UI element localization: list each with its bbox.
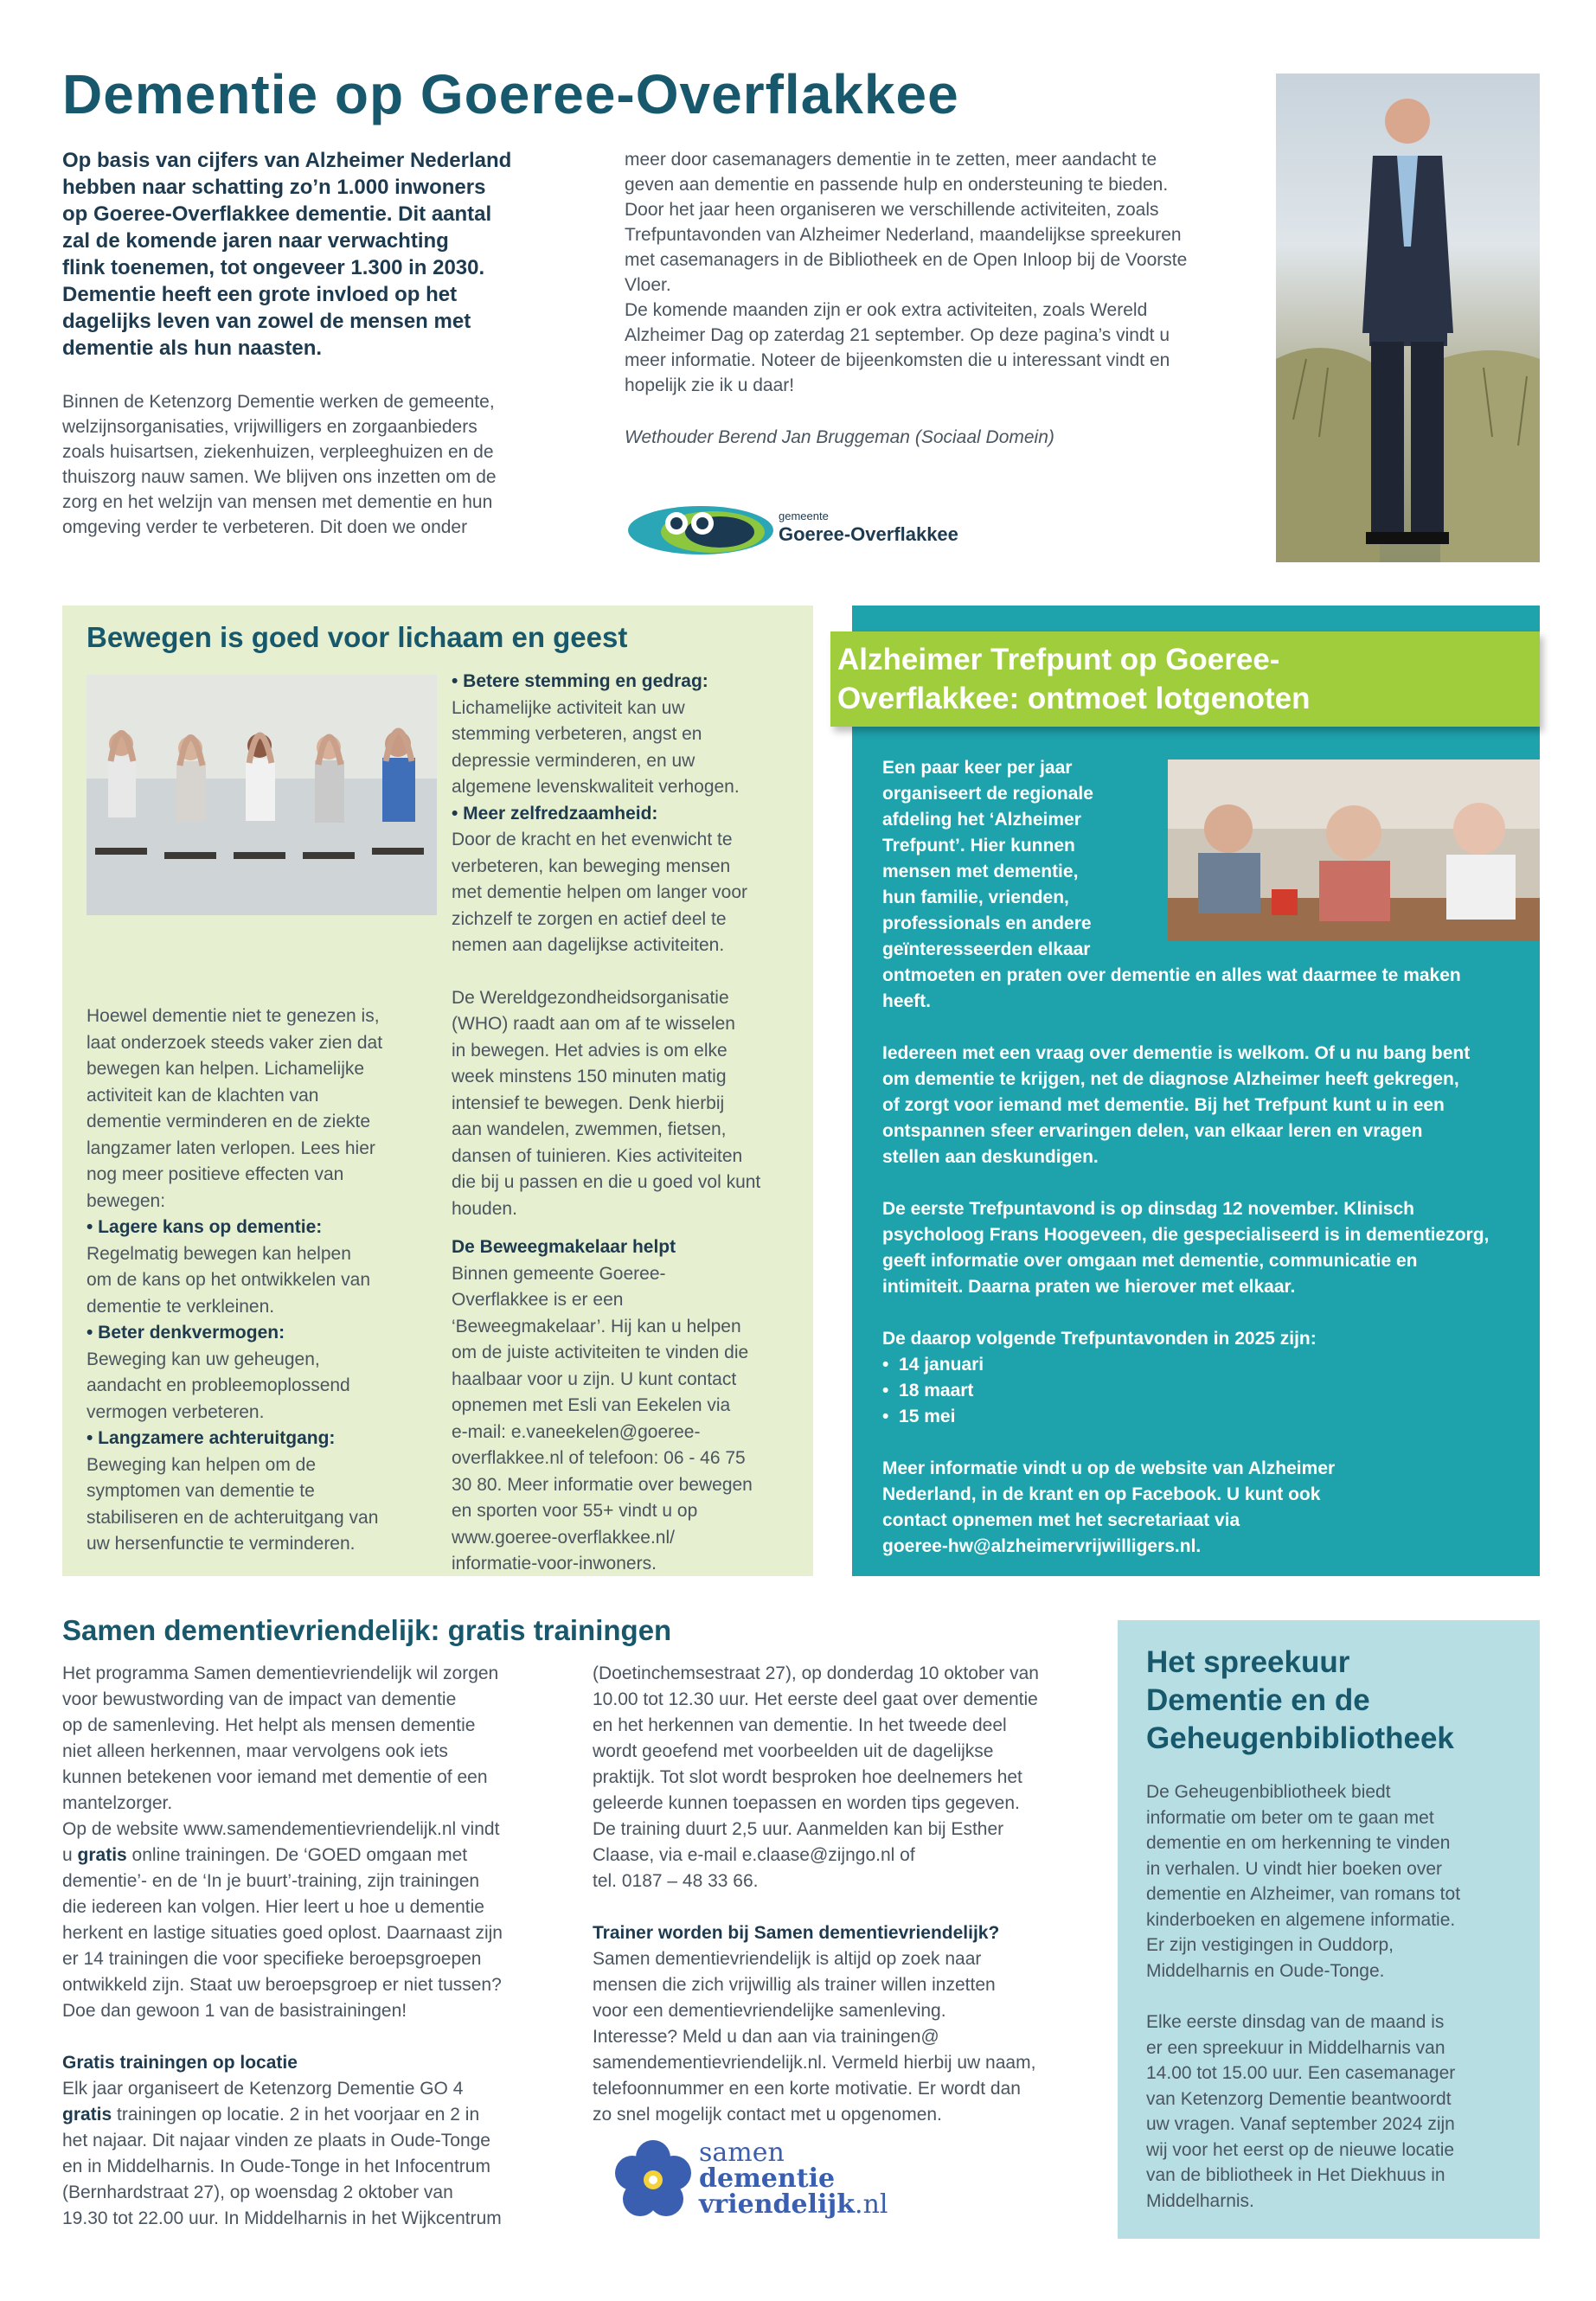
date-item: • 15 mei <box>882 1407 956 1426</box>
logo-line-1: samen <box>699 2138 785 2168</box>
spreekuur-para: Elke eerste dinsdag van de maand is er een spreekuur in Middelharnis van 14.00 tot 15.00 uur. Een casemanager van Ketenzorg Dementie beantwoordt uw vragen. Vanaf september 2024 zijn wij voor het eerst op de nieuwe locatie van de bibliotheek in Het Diekhuus in Middelharnis. <box>1146 2012 1456 2211</box>
gemeente-logo <box>623 497 986 558</box>
bewegen-title: Bewegen is goed voor lichaam en geest <box>87 621 628 653</box>
locatie-text: Elk jaar organiseert de Ketenzorg Dementie GO 4 gratis trainingen op locatie. 2 in het voorjaar en 2 in het najaar. Dit najaar vinden ze plaats in Oude-Tonge en in Middelharnis. In Oude-Tonge in het Infocentrum (Bernhardstraat 27), op woensdag 2 oktober van 19.30 tot 22.00 uur. In Middelharnis in het Wijkcentrum <box>62 2079 502 2228</box>
logo-small-text: gemeente <box>779 510 829 522</box>
samen-dementievriendelijk-logo <box>610 2132 904 2227</box>
samen-column-right <box>593 1661 1103 2128</box>
date-item: • 18 maart <box>882 1381 974 1400</box>
logo-line-3: vriendelijk.nl <box>699 2189 888 2220</box>
signature: Wethouder Berend Jan Bruggeman (Sociaal Domein) <box>625 427 1054 447</box>
trefpunt-para: Een paar keer per jaar organiseert de regionale afdeling het ‘Alzheimer Trefpunt’. Hier kunnen mensen met dementie, hun familie, vrienden, professionals en andere geïnteresseerden elkaar <box>882 758 1093 959</box>
spreekuur-title: Het spreekuur Dementie en de Geheugenbibliotheek <box>1146 1645 1454 1755</box>
trefpunt-body <box>882 755 1522 1560</box>
spreekuur-para: De Geheugenbibliotheek biedt informatie om beter om te gaan met dementie en om herkenning te vinden in verhalen. U vindt hier boeken over dementie en Alzheimer, van romans tot kinderboeken en algemene informatie. Er zijn vestigingen in Ouddorp, Middelharnis en Oude-Tonge. <box>1146 1782 1461 1981</box>
locatie-heading: Gratis trainingen op locatie <box>62 2053 298 2073</box>
benefit-text: Beweging kan uw geheugen, aandacht en probleemoplossend vermogen verbeteren. <box>87 1349 350 1422</box>
trefpunt-para: De eerste Trefpuntavond is op dinsdag 12 november. Klinisch psycholoog Frans Hoogeveen, die gespecialiseerd is in dementiezorg, geeft informatie over omgaan met dementie, communicatie en intimiteit. Daarna praten we hierover met elkaar. <box>882 1199 1490 1297</box>
trefpunt-para: Meer informatie vindt u op de website van Alzheimer Nederland, in de krant en op Facebook. U kunt ook contact opnemen met het secretariaat via goeree-hw@alzheimervrijwilligers.nl. <box>882 1458 1336 1556</box>
trefpunt-para: ontmoeten en praten over dementie en alles wat daarmee te maken heeft. <box>882 965 1461 1011</box>
trefpunt-para: Iedereen met een vraag over dementie is welkom. Of u nu bang bent om dementie te krijgen, net de diagnose Alzheimer heeft gekregen, of zorgt voor iemand met dementie. Bij het Trefpunt kunt u in een ontspannen sfeer ervaringen delen, van elkaar leren en vragen stellen aan deskundigen. <box>882 1043 1471 1167</box>
intro-lead: Op basis van cijfers van Alzheimer Nederland hebben naar schatting zo’n 1.000 inwoners op Goeree-Overflakkee dementie. Dit aantal zal de komende jaren naar verwachting flink toenemen, tot ongeveer 1.300 in 2030. Dementie heeft een grote invloed op het dagelijks leven van zowel de mensen met dementie als hun naasten. <box>62 149 512 360</box>
samen-column-left <box>62 1661 581 2232</box>
benefit-heading: • Betere stemming en gedrag: <box>452 671 708 691</box>
samen-para: (Doetinchemsestraat 27), op donderdag 10 oktober van 10.00 tot 12.30 uur. Het eerste deel gaat over dementie en het herkennen van dementie. In het tweede deel wordt geoefend met voorbeelden uit de dagelijkse praktijk. Tot slot wordt besproken hoe deelnemers het geleerde kunnen toepassen en worden tips gegeven. De training duurt 2,5 uur. Aanmelden kan bij Esther Claase, via e-mail e.claase@zijngo.nl of tel. 0187 – 48 33 66. <box>593 1663 1039 1891</box>
benefit-text: Lichamelijke activiteit kan uw stemming verbeteren, angst en depressie verminderen, en uw algemene levenskwaliteit verhogen. <box>452 697 740 797</box>
trainer-text: Samen dementievriendelijk is altijd op zoek naar mensen die zich vrijwillig als trainer willen inzetten voor een dementievriendelijke samenleving. Interesse? Meld u dan aan via trainingen@ samendementievriendelijk.nl. Vermeld hierbij uw naam, telefoonnummer en een korte motivatie. Er wordt dan zo snel mogelijk contact met u opgenomen. <box>593 1949 1036 2125</box>
portrait-illustration <box>1276 74 1540 562</box>
who-advice: De Wereldgezondheidsorganisatie (WHO) raadt aan om af te wisselen in bewegen. Het advies is om elke week minstens 150 minuten matig intensief te bewegen. Denk hierbij aan wandelen, zwemmen, fietsen, dansen of tuinieren. Kies activiteiten die bij u passen en die u goed vol kunt houden. <box>452 987 761 1219</box>
exercise-photo <box>87 675 437 915</box>
page-title: Dementie op Goeree-Overflakkee <box>62 63 959 125</box>
intro-body-col1: Binnen de Ketenzorg Dementie werken de gemeente, welzijnsorganisaties, vrijwilligers en zorgaanbieders zoals huisartsen, ziekenhuizen, verpleeghuizen en de thuiszorg nauw samen. We blijven ons inzetten om de zorg en het welzijn van mensen met dementie en hun omgeving verder te verbeteren. Dit doen we onder <box>62 392 497 537</box>
benefit-text: Beweging kan helpen om de symptomen van dementie te stabiliseren en de achteruitgang van uw hersenfunctie te verminderen. <box>87 1454 379 1554</box>
bewegen-column-right <box>452 669 798 1578</box>
bewegen-column-left <box>87 1003 433 1558</box>
wethouder-photo <box>1276 74 1540 562</box>
benefit-heading: • Langzamere achteruitgang: <box>87 1428 336 1448</box>
benefit-heading: • Lagere kans op dementie: <box>87 1217 323 1237</box>
exercise-illustration <box>87 675 437 915</box>
intro-body-col2: meer door casemanagers dementie in te zetten, meer aandacht te geven aan dementie en passende hulp en ondersteuning te bieden. Door het jaar heen organiseren we verschillende activiteiten, zoals Trefpuntavonden van Alzheimer Nederland, maandelijkse spreekuren met casemanagers in de Bibliotheek en de Open Inloop bij de Voorste Vloer. De komende maanden zijn er ook extra activiteiten, zoals Wereld Alzheimer Dag op zaterdag 21 september. Op deze pagina’s vindt u meer informatie. Noteer de bijeenkomsten die u interessant vindt en hopelijk zie ik u daar! <box>625 150 1188 395</box>
gemeente-logo-icon <box>623 497 796 558</box>
benefit-heading: • Beter denkvermogen: <box>87 1323 285 1343</box>
benefit-text: Regelmatig bewegen kan helpen om de kans op het ontwikkelen van dementie te verkleinen. <box>87 1243 371 1317</box>
samen-para: Het programma Samen dementievriendelijk wil zorgen voor bewustwording van de impact van dementie op de samenleving. Het helpt als mensen dementie niet alleen herkennen, maar vervolgens ook iets kunnen betekenen voor iemand met dementie of een mantelzorger. Op de website www.samendementievriendelijk.nl vindt u gratis online trainingen. De ‘GOED omgaan met dementie’- en de ‘In je buurt’-training, zijn trainingen die iedereen kan volgen. Hier leert u hoe u dementie herkent en lastige situaties goed oplost. Daarnaast zijn er 14 trainingen die voor specifieke beroepsgroepen ontwikkeld zijn. Staat uw beroepsgroep er niet tussen? Doe dan gewoon 1 van de basistrainingen! <box>62 1663 503 2021</box>
bewegen-intro: Hoewel dementie niet te genezen is, laat onderzoek steeds vaker zien dat bewegen kan helpen. Lichamelijke activiteit kan de klachten van dementie verminderen en de ziekte langzamer laten verlopen. Lees hier nog meer positieve effecten van bewegen: <box>87 1006 383 1211</box>
spreekuur-body <box>1146 1779 1527 2214</box>
beweegmakelaar-text: Binnen gemeente Goeree- Overflakkee is er een ‘Beweegmakelaar’. Hij kan u helpen om de juiste activiteiten te vinden die haalbaar voor u zijn. U kunt contact opnemen met Esli van Eekelen via e-mail: e.vaneekelen@goeree- overflakkee.nl of telefoon: 06 - 46 75 30 80. Meer informatie over bewegen en sporten voor 55+ vindt u op www.goeree-overflakkee.nl/ informatie-voor-inwoners. <box>452 1263 753 1574</box>
samen-title: Samen dementievriendelijk: gratis trainingen <box>62 1614 672 1646</box>
benefit-heading: • Meer zelfredzaamheid: <box>452 803 658 824</box>
forget-me-not-icon <box>610 2137 696 2223</box>
logo-line-2: dementie <box>699 2163 836 2194</box>
trainer-heading: Trainer worden bij Samen dementievriendelijk? <box>593 1923 1000 1943</box>
beweegmakelaar-heading: De Beweegmakelaar helpt <box>452 1237 676 1257</box>
date-item: • 14 januari <box>882 1355 984 1375</box>
dates-heading: De daarop volgende Trefpuntavonden in 2025 zijn: <box>882 1329 1317 1349</box>
trefpunt-title: Alzheimer Trefpunt op Goeree- Overflakkee: ontmoet lotgenoten <box>837 643 1311 715</box>
logo-name: Goeree-Overflakkee <box>779 523 958 545</box>
benefit-text: Door de kracht en het evenwicht te verbeteren, kan beweging mensen met dementie helpen om langer voor zichzelf te zorgen en actief deel te nemen aan dagelijkse activiteiten. <box>452 830 748 955</box>
